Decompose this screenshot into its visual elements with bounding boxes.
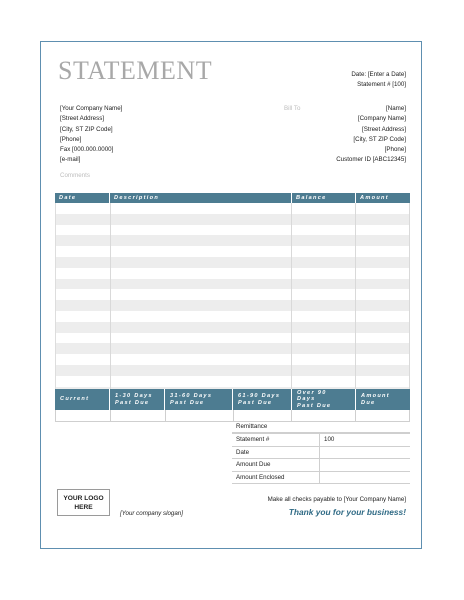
table-cell[interactable]	[56, 365, 111, 376]
statement-number[interactable]: Statement # [100]	[357, 81, 406, 89]
remittance-row	[232, 459, 410, 472]
table-row	[56, 257, 410, 268]
table-cell[interactable]	[111, 246, 292, 257]
table-body	[55, 203, 410, 397]
table-cell[interactable]	[111, 214, 292, 225]
table-cell[interactable]	[292, 225, 356, 236]
aging-over-90: Over 90 Days Past Due	[292, 389, 356, 410]
aging-cell[interactable]	[356, 410, 410, 421]
table-cell[interactable]	[56, 257, 111, 268]
remittance-row	[232, 433, 410, 447]
aging-1-30: 1-30 Days Past Due	[110, 389, 165, 410]
bill-to-name[interactable]: [Name]	[386, 105, 406, 112]
table-row	[56, 322, 410, 333]
table-cell[interactable]	[56, 333, 111, 344]
table-cell[interactable]	[356, 300, 410, 311]
table-cell[interactable]	[356, 203, 410, 214]
company-slogan[interactable]: [Your company slogan]	[120, 510, 183, 517]
table-cell[interactable]	[292, 257, 356, 268]
table-row	[56, 246, 410, 257]
table-cell[interactable]	[292, 300, 356, 311]
table-cell[interactable]	[292, 289, 356, 300]
table-cell[interactable]	[356, 365, 410, 376]
remittance-value[interactable]	[320, 459, 410, 471]
table-cell[interactable]	[111, 311, 292, 322]
table-cell[interactable]	[56, 376, 111, 387]
table-row	[56, 225, 410, 236]
table-cell[interactable]	[111, 257, 292, 268]
remittance-label: Date	[232, 447, 320, 459]
company-street[interactable]: [Street Address]	[60, 115, 105, 123]
aging-61-90: 61-90 Days Past Due	[233, 389, 292, 410]
header-balance: Balance	[292, 193, 356, 203]
table-cell[interactable]	[56, 343, 111, 354]
table-cell[interactable]	[56, 235, 111, 246]
table-cell[interactable]	[292, 235, 356, 246]
table-cell[interactable]	[356, 289, 410, 300]
table-cell[interactable]	[356, 279, 410, 290]
table-cell[interactable]	[111, 343, 292, 354]
table-row	[56, 235, 410, 246]
table-cell[interactable]	[292, 365, 356, 376]
table-cell[interactable]	[356, 214, 410, 225]
table-cell[interactable]	[111, 225, 292, 236]
remittance-row	[232, 472, 410, 485]
table-cell[interactable]	[56, 311, 111, 322]
remittance-value[interactable]	[320, 472, 410, 484]
table-cell[interactable]	[292, 279, 356, 290]
table-cell[interactable]	[356, 235, 410, 246]
header-amount: Amount	[360, 195, 389, 201]
checks-payable-note: Make all checks payable to [Your Company Name]	[267, 496, 406, 503]
table-row	[56, 365, 410, 376]
thank-you-message: Thank you for your business!	[288, 507, 406, 517]
table-cell[interactable]	[356, 322, 410, 333]
table-cell[interactable]	[56, 322, 111, 333]
company-city[interactable]: [City, ST ZIP Code]	[60, 125, 113, 133]
statement-table	[55, 193, 410, 397]
table-cell[interactable]	[111, 354, 292, 365]
table-cell[interactable]	[292, 203, 356, 214]
table-cell[interactable]	[56, 268, 111, 279]
remittance-table	[232, 432, 410, 484]
table-row	[56, 214, 410, 225]
table-cell[interactable]	[56, 300, 111, 311]
table-cell[interactable]	[292, 343, 356, 354]
comments-label[interactable]: Comments	[60, 172, 90, 179]
remittance-row	[232, 447, 410, 460]
aging-cell[interactable]	[56, 410, 111, 421]
table-cell[interactable]	[111, 268, 292, 279]
table-cell[interactable]	[356, 376, 410, 387]
table-cell[interactable]	[292, 246, 356, 257]
table-cell[interactable]	[292, 322, 356, 333]
bill-to-company[interactable]: [Company Name]	[357, 115, 406, 123]
company-fax[interactable]: Fax [000.000.0000]	[60, 146, 114, 154]
table-row	[56, 354, 410, 365]
aging-cell[interactable]	[166, 410, 234, 421]
header-description: Description	[110, 193, 292, 203]
table-cell[interactable]	[56, 289, 111, 300]
table-row	[56, 289, 410, 300]
aging-31-60: 31-60 Days Past Due	[165, 389, 233, 410]
logo-placeholder[interactable]: YOUR LOGO HERE	[57, 489, 110, 516]
aging-cell[interactable]	[111, 410, 166, 421]
table-cell[interactable]	[111, 376, 292, 387]
bill-to-phone[interactable]: [Phone]	[384, 146, 406, 154]
table-cell[interactable]	[356, 343, 410, 354]
table-cell[interactable]	[111, 300, 292, 311]
table-cell[interactable]	[56, 354, 111, 365]
page-title: STATEMENT	[58, 56, 213, 85]
table-cell[interactable]	[292, 214, 356, 225]
header-date: Date	[55, 193, 110, 203]
remittance-label: Amount Due	[232, 459, 320, 471]
table-cell[interactable]	[292, 311, 356, 322]
remittance-label: Amount Enclosed	[232, 472, 320, 484]
table-row	[56, 279, 410, 290]
table-cell[interactable]	[292, 333, 356, 344]
table-cell[interactable]	[56, 225, 111, 236]
table-cell[interactable]	[56, 246, 111, 257]
aging-amount-due: Amount Due	[361, 393, 390, 406]
company-block	[60, 104, 180, 166]
remittance-value[interactable]: 100	[324, 436, 335, 443]
table-cell[interactable]	[111, 289, 292, 300]
table-cell[interactable]	[56, 214, 111, 225]
table-cell[interactable]	[292, 376, 356, 387]
table-cell[interactable]	[111, 235, 292, 246]
table-cell[interactable]	[356, 333, 410, 344]
company-name[interactable]: [Your Company Name]	[60, 105, 123, 112]
table-cell[interactable]	[292, 268, 356, 279]
bill-to-block	[300, 104, 406, 166]
remittance-title: Remittance	[236, 423, 268, 430]
table-cell[interactable]	[111, 333, 292, 344]
table-cell[interactable]	[356, 257, 410, 268]
aging-cell[interactable]	[292, 410, 356, 421]
customer-id[interactable]: Customer ID [ABC12345]	[336, 156, 406, 164]
bill-to-street[interactable]: [Street Address]	[361, 125, 406, 133]
table-cell[interactable]	[111, 322, 292, 333]
aging-cell[interactable]	[234, 410, 293, 421]
table-cell[interactable]	[56, 203, 111, 214]
remittance-label: Statement #	[232, 434, 320, 446]
table-cell[interactable]	[356, 268, 410, 279]
table-row	[56, 203, 410, 214]
table-cell[interactable]	[111, 279, 292, 290]
statement-date[interactable]: Date: [Enter a Date]	[351, 71, 406, 78]
table-cell[interactable]	[356, 354, 410, 365]
table-cell[interactable]	[292, 354, 356, 365]
company-phone[interactable]: [Phone]	[60, 135, 82, 143]
table-cell[interactable]	[111, 203, 292, 214]
company-email[interactable]: [e-mail]	[60, 156, 81, 164]
table-row	[56, 311, 410, 322]
table-row	[56, 268, 410, 279]
table-row	[56, 376, 410, 387]
aging-header	[55, 389, 410, 410]
table-row	[56, 343, 410, 354]
table-cell[interactable]	[356, 311, 410, 322]
bill-to-label: Bill To	[284, 105, 301, 112]
statement-meta	[300, 70, 406, 91]
remittance-section	[232, 421, 410, 484]
table-row	[56, 333, 410, 344]
table-row	[56, 300, 410, 311]
table-cell[interactable]	[56, 279, 111, 290]
aging-current: Current	[55, 389, 110, 410]
aging-table	[55, 389, 410, 422]
bill-to-city[interactable]: [City, ST ZIP Code]	[353, 135, 406, 143]
remittance-value[interactable]	[320, 447, 410, 459]
table-cell[interactable]	[111, 365, 292, 376]
table-cell[interactable]	[356, 246, 410, 257]
table-header	[55, 193, 410, 203]
table-cell[interactable]	[356, 225, 410, 236]
